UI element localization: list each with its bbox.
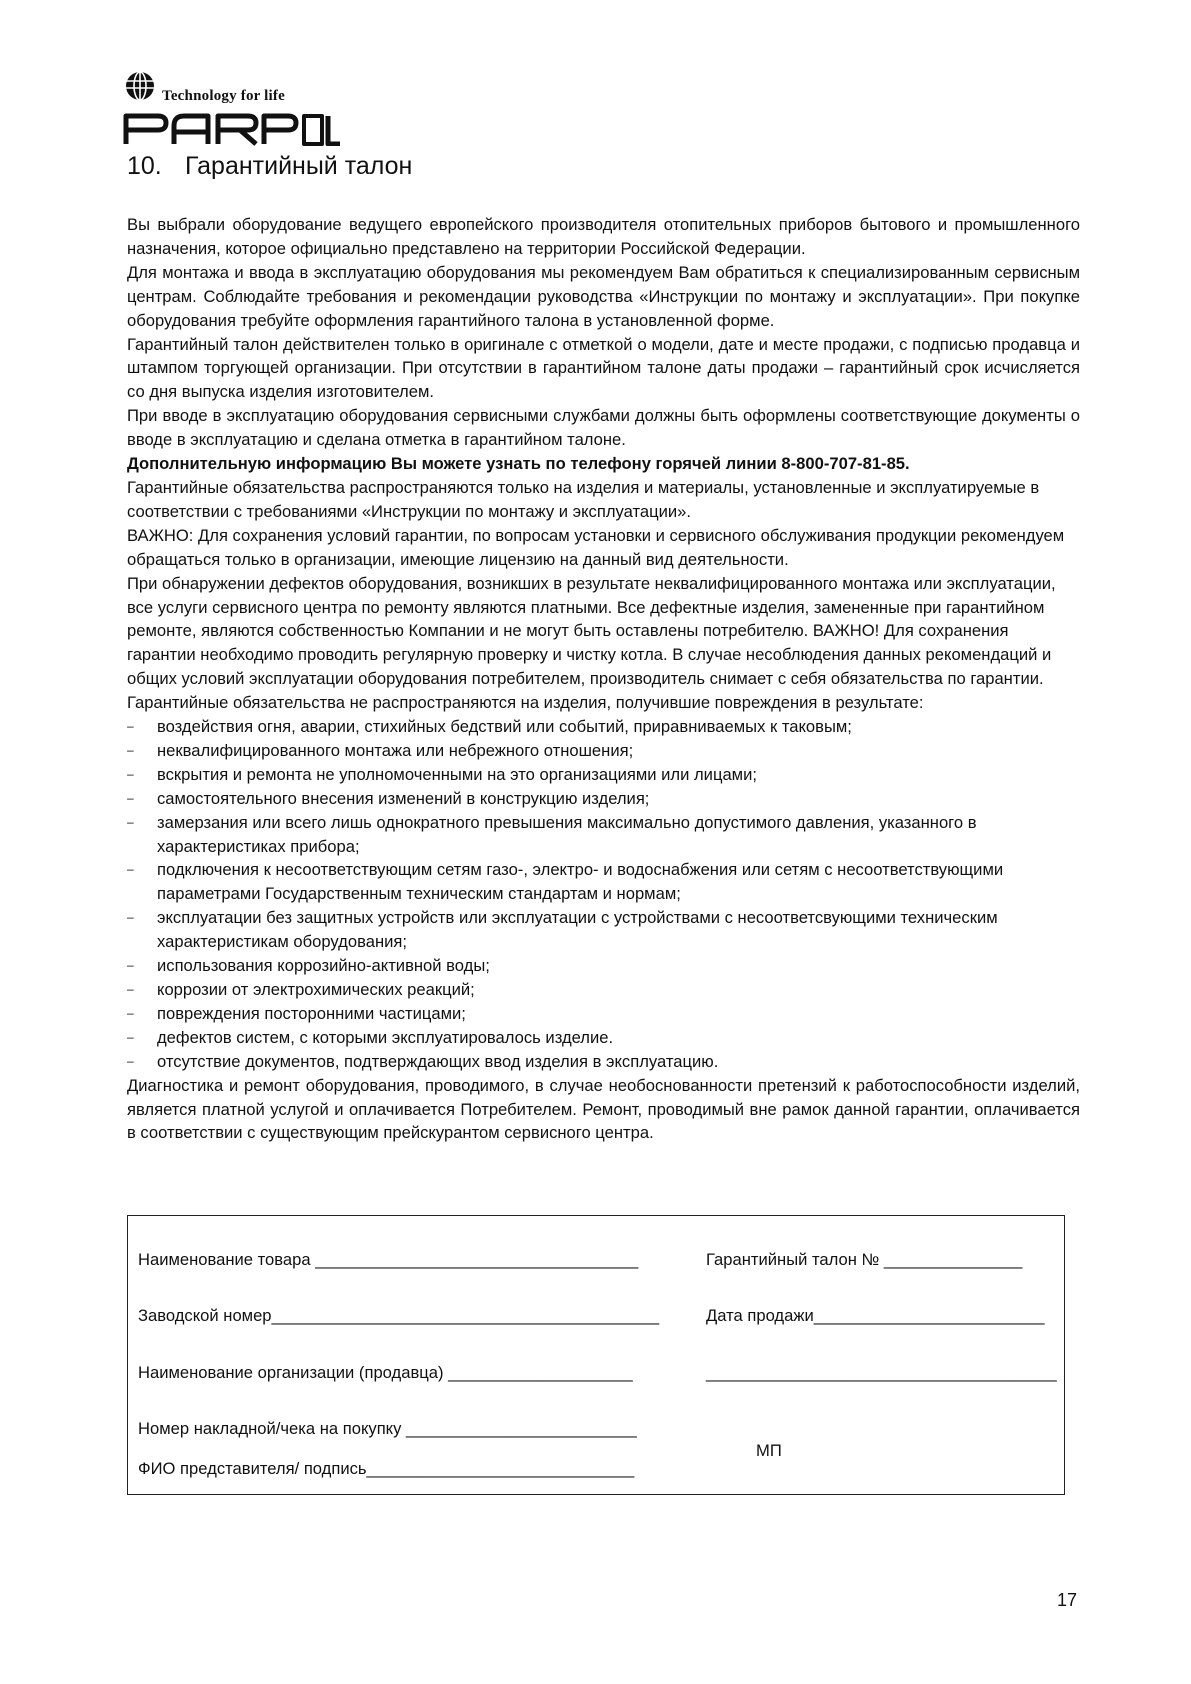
warranty-text: [127, 213, 1080, 1145]
list-item: – коррозии от электрохимических реакций;: [127, 980, 475, 999]
hotline-paragraph: Дополнительную информацию Вы можете узнать по телефону горячей линии 8-800-707-81-85.: [127, 454, 910, 474]
list-item: – эксплуатации без защитных устройств или эксплуатации с устройствами с несоответсвующими техническим характеристикам оборудования;: [127, 908, 998, 952]
warranty-number-field[interactable]: Гарантийный талон № _______________: [706, 1250, 1023, 1269]
list-item: – подключения к несоответствующим сетям газо-, электро- и водоснабжения или сетям с несоответствующими параметрами Государственным техническим стандартам и нормам;: [127, 860, 1004, 904]
warranty-card-form: [127, 1215, 1065, 1495]
receipt-number-field[interactable]: Номер накладной/чека на покупку _________________________: [138, 1419, 637, 1438]
stamp-placeholder: МП: [756, 1441, 782, 1460]
product-name-field[interactable]: Наименование товара ___________________________________: [138, 1250, 639, 1269]
sale-date-field[interactable]: Дата продажи_________________________: [706, 1306, 1045, 1325]
list-item: – повреждения посторонними частицами;: [127, 1003, 466, 1023]
brand-logo: [122, 70, 342, 146]
serial-number-field[interactable]: Заводской номер__________________________________________: [138, 1306, 660, 1325]
paragraph: Гарантийные обязательства не распространяются на изделия, получившие повреждения в результате:: [127, 693, 924, 713]
list-item: – дефектов систем, с которыми эксплуатировалось изделие.: [127, 1027, 614, 1047]
section-title: Гарантийный талон: [185, 152, 413, 180]
list-item: – самостоятельного внесения изменений в конструкцию изделия;: [127, 788, 650, 808]
section-number: 10.: [127, 152, 162, 180]
paragraph: Вы выбрали оборудование ведущего европейского производителя отопительных приборов бытового и промышленного назначения, которое официально представлено на территории Российской Федерации.: [127, 215, 1080, 258]
representative-signature-field[interactable]: ФИО представителя/ подпись_____________________________: [138, 1459, 635, 1478]
list-item: – вскрытия и ремонта не уполномоченными на это организациями или лицами;: [127, 764, 757, 784]
paragraph: ВАЖНО: Для сохранения условий гарантии, по вопросам установки и сервисного обслуживания продукции рекомендуем обращаться только в организации, имеющие лицензию на данный вид деятельности.: [127, 525, 1065, 569]
logo-tagline: Technology for life: [162, 88, 285, 104]
paragraph: Гарантийный талон действителен только в оригинале с отметкой о модели, дате и месте продажи, с подписью продавца и штампом торгующей организации. При отсутствии в гарантийном талоне даты продажи – гарантийный срок исчисляется со дня выпуска изделия изготовителем.: [127, 334, 1080, 402]
list-item: – воздействия огня, аварии, стихийных бедствий или событий, приравниваемых к таковым;: [127, 717, 852, 737]
paragraph: При обнаружении дефектов оборудования, возникших в результате неквалифицированного монтажа или эксплуатации, все услуги сервисного центра по ремонту являются платными. Все дефектные изделия, замененные при гарантийном ремонте, являются собственностью Компании и не могут быть оставлены потребителю. ВАЖНО! Для сохранения гарантии необходимо проводить регулярную проверку и чистку котла. В случае несоблюдения данных рекомендаций и общих условий эксплуатации оборудования потребителем, производитель снимает с себя обязательства по гарантии.: [127, 573, 1056, 689]
exclusions-list: [127, 715, 1080, 1074]
seller-organization-field[interactable]: Наименование организации (продавца) ____________________: [138, 1363, 633, 1382]
logo-wordmark: [122, 110, 342, 146]
list-item: – замерзания или всего лишь однократного превышения максимально допустимого давления, указанного в характеристиках прибора;: [127, 812, 977, 856]
list-item: – использования коррозийно-активной воды;: [127, 956, 490, 976]
paragraph: Для монтажа и ввода в эксплуатацию оборудования мы рекомендуем Вам обратиться к специализированным сервисным центрам. Соблюдайте требования и рекомендации руководства «Инструкции по монтажу и эксплуатации». При покупке оборудования требуйте оформления гарантийного талона в установленной форме.: [127, 262, 1080, 330]
seller-organization-continuation[interactable]: ______________________________________: [706, 1363, 1057, 1382]
paragraph: При вводе в эксплуатацию оборудования сервисными службами должны быть оформлены соответствующие документы о вводе в эксплуатацию и сделана отметка в гарантийном талоне.: [127, 406, 1080, 450]
list-item: – отсутствие документов, подтверждающих ввод изделия в эксплуатацию.: [127, 1051, 719, 1071]
globe-icon: [124, 70, 156, 102]
list-item: – неквалифицированного монтажа или небрежного отношения;: [127, 740, 634, 760]
page-number: 17: [1056, 1590, 1077, 1610]
paragraph: Диагностика и ремонт оборудования, проводимого, в случае необоснованности претензий к работоспособности изделий, является платной услугой и оплачивается Потребителем. Ремонт, проводимый вне рамок данной гарантии, оплачивается в соответствии с существующим прейскурантом сервисного центра.: [127, 1075, 1080, 1143]
paragraph: Гарантийные обязательства распространяются только на изделия и материалы, установленные и эксплуатируемые в соответствии с требованиями «Инструкции по монтажу и эксплуатации».: [127, 477, 1040, 521]
section-heading: [127, 152, 412, 181]
